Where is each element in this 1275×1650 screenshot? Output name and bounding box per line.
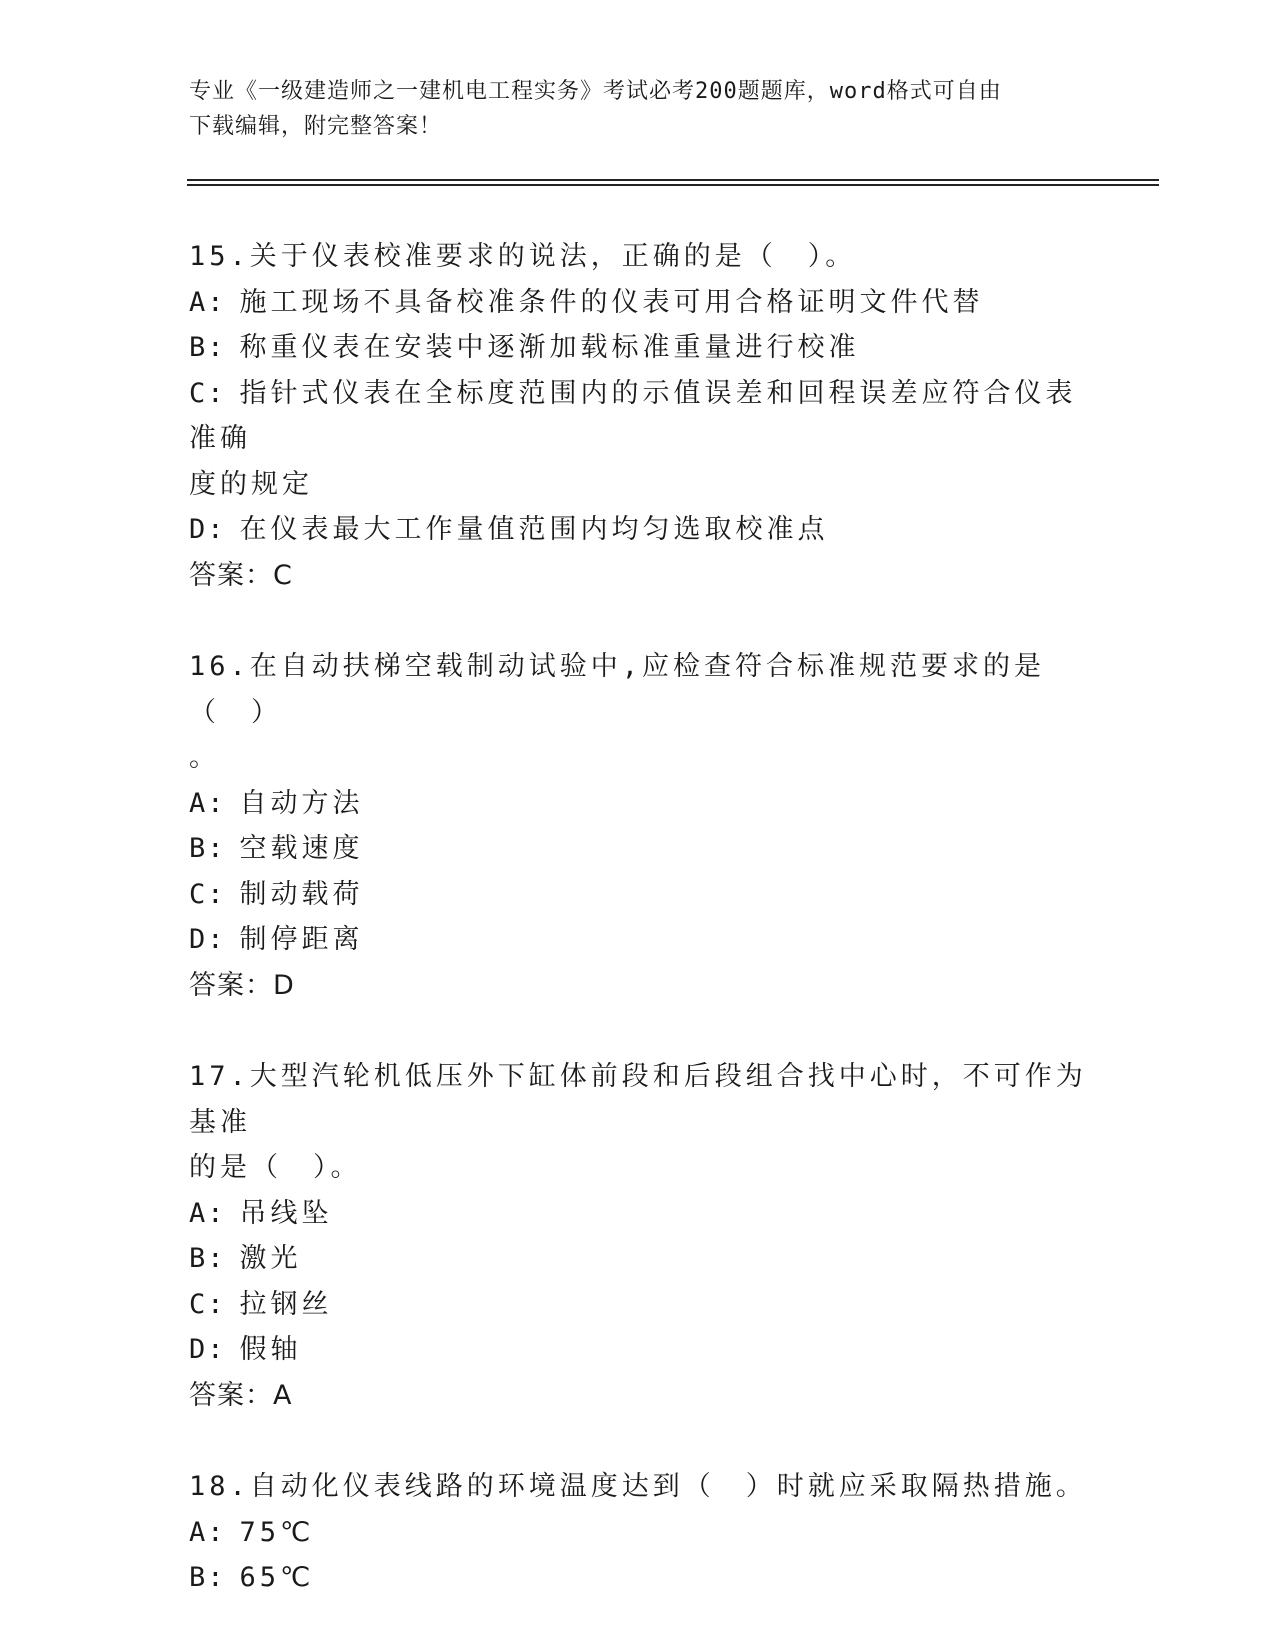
option-letter: A: — [189, 1516, 226, 1548]
question-list — [189, 234, 1089, 1647]
option-text: 65℃ — [239, 1562, 315, 1593]
header-divider-top — [187, 179, 1159, 181]
question-item — [189, 644, 1089, 1008]
option-letter: D: — [189, 514, 226, 545]
option-text: 75℃ — [239, 1516, 315, 1548]
question-item — [189, 1054, 1089, 1418]
question-item — [189, 234, 1089, 598]
option-text: 空载速度 — [239, 833, 364, 864]
option-text: 在仪表最大工作量值范围内均匀选取校准点 — [239, 514, 829, 545]
option-text: 拉钢丝 — [239, 1288, 333, 1320]
answer-option — [189, 1510, 1089, 1556]
option-text: 吊线坠 — [239, 1197, 333, 1229]
header-divider-bottom — [187, 184, 1159, 186]
question-stem: 18.自动化仪表线路的环境温度达到（ ）时就应采取隔热措施。 — [189, 1471, 1087, 1502]
answer-option — [189, 872, 1089, 918]
question-stem: 17.大型汽轮机低压外下缸体前段和后段组合找中心时，不可作为基准 — [189, 1061, 1087, 1138]
option-letter: A: — [189, 286, 226, 318]
option-text: 称重仪表在安装中逐渐加载标准重量进行校准 — [239, 332, 860, 363]
option-letter: C: — [189, 1288, 226, 1320]
answer-option — [189, 1327, 1089, 1373]
answer-key: 答案：D — [189, 969, 295, 1001]
option-letter: D: — [189, 924, 226, 955]
option-letter: B: — [189, 1243, 226, 1274]
answer-option — [189, 826, 1089, 872]
answer-option — [189, 917, 1089, 963]
answer-key: 答案：A — [189, 1379, 293, 1411]
option-letter: B: — [189, 1562, 226, 1593]
document-header — [189, 74, 1089, 144]
option-letter: C: — [189, 878, 226, 910]
answer-option — [189, 325, 1089, 371]
option-text: 施工现场不具备校准条件的仪表可用合格证明文件代替 — [239, 286, 984, 318]
question-item — [189, 1464, 1089, 1601]
header-line-1: 专业《一级建造师之一建机电工程实务》考试必考200题题库，word格式可自由 — [189, 79, 1002, 104]
option-text: 假轴 — [239, 1334, 302, 1365]
option-text: 度的规定 — [189, 468, 313, 500]
answer-option — [189, 462, 1089, 508]
answer-option — [189, 1282, 1089, 1328]
question-stem: 15.关于仪表校准要求的说法，正确的是（ ）。 — [189, 241, 857, 272]
answer-option — [189, 1555, 1089, 1601]
question-stem: 16.在自动扶梯空载制动试验中,应检查符合标准规范要求的是（ ） — [189, 651, 1046, 728]
answer-option — [189, 1191, 1089, 1237]
option-text: 指针式仪表在全标度范围内的示值误差和回程误差应符合仪表准确 — [189, 377, 1077, 454]
option-letter: C: — [189, 377, 226, 409]
option-text: 制停距离 — [239, 924, 364, 955]
answer-option — [189, 1236, 1089, 1282]
answer-option — [189, 371, 1089, 462]
answer-option — [189, 280, 1089, 326]
question-stem: 。 — [189, 742, 220, 773]
answer-key: 答案：C — [189, 559, 293, 591]
option-letter: B: — [189, 833, 226, 864]
answer-option — [189, 507, 1089, 553]
option-letter: B: — [189, 332, 226, 363]
option-text: 激光 — [239, 1243, 302, 1274]
header-line-2: 下载编辑，附完整答案！ — [189, 114, 443, 139]
option-letter: D: — [189, 1334, 226, 1365]
question-stem: 的是（ ）。 — [189, 1152, 362, 1183]
option-letter: A: — [189, 787, 226, 819]
option-text: 自动方法 — [239, 787, 364, 819]
option-text: 制动载荷 — [239, 878, 364, 910]
answer-option — [189, 781, 1089, 827]
option-letter: A: — [189, 1197, 226, 1229]
